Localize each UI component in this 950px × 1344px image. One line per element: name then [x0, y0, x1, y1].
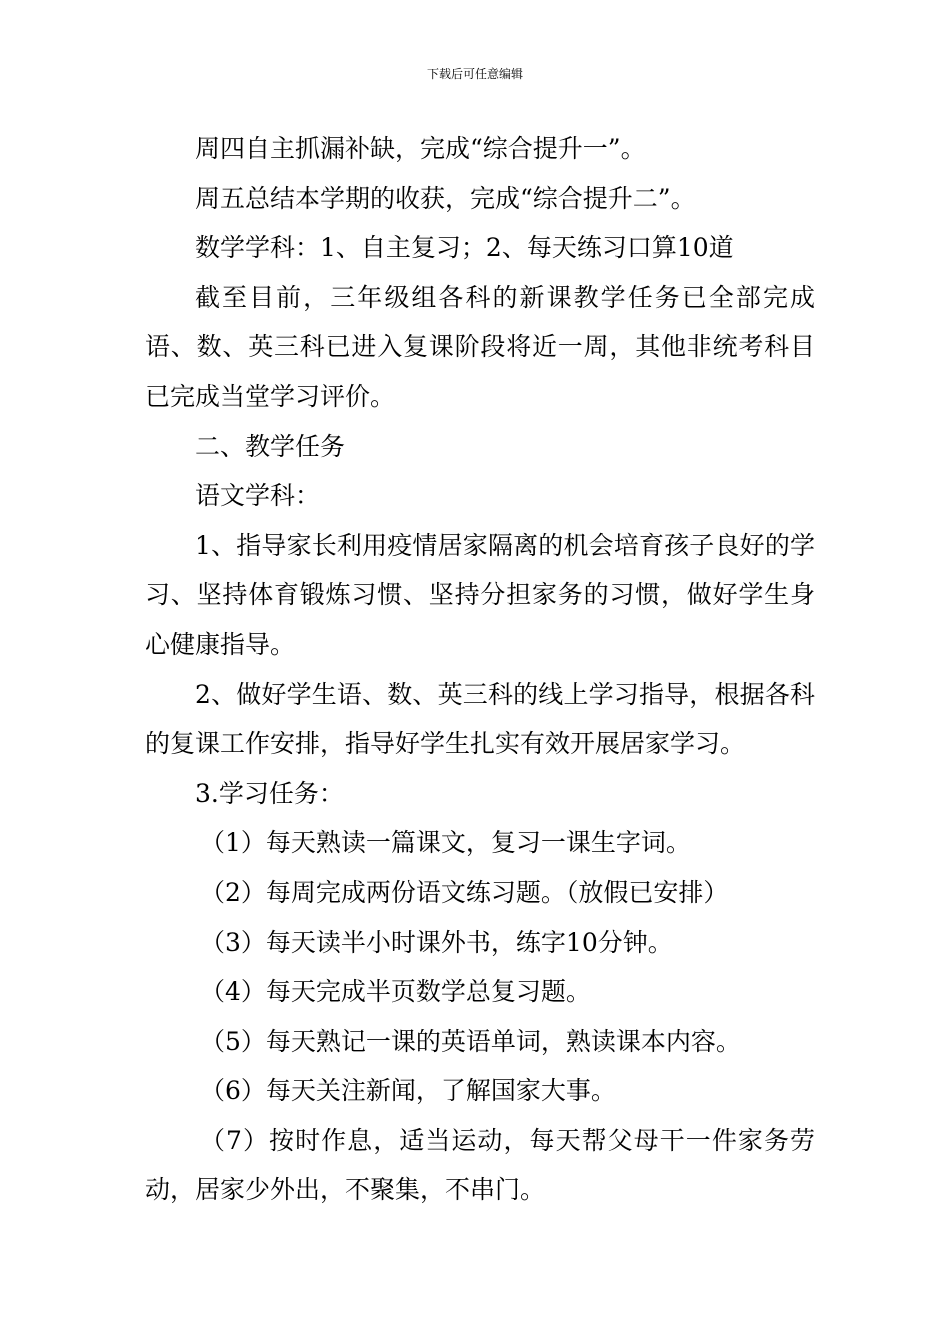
- paragraph-thursday-plan: 周四自主抓漏补缺，完成“综合提升一”。: [195, 134, 646, 163]
- paragraph-task-1: 1、指导家长利用疫情居家隔离的机会培育孩子良好的学习、坚持体育锻炼习惯、坚持分担家务的习惯，做好学生身心健康指导。: [145, 530, 815, 659]
- list-item-3: （3）每天读半小时课外书，练字10分钟。: [200, 927, 673, 957]
- list-item-1: （1）每天熟读一篇课文，复习一课生字词。: [200, 828, 691, 858]
- paragraph-math-subject: 数学学科：1、自主复习；2、每天练习口算10道: [195, 233, 734, 263]
- list-item-7: （7）按时作息，适当运动，每天帮父母干一件家务劳动，居家少外出，不聚集，不串门。: [145, 1125, 815, 1205]
- paragraph-progress-summary: 截至目前，三年级组各科的新课教学任务已全部完成语、数、英三科已进入复课阶段将近一周，其他非统考科目已完成当堂学习评价。: [145, 282, 815, 411]
- page-header: 下载后可任意编辑: [426, 67, 523, 81]
- list-item-2: （2）每周完成两份语文练习题。（放假已安排）: [200, 877, 729, 907]
- list-item-5: （5）每天熟记一课的英语单词，熟读课本内容。: [200, 1026, 741, 1056]
- paragraph-chinese-subject: 语文学科：: [195, 481, 321, 511]
- paragraph-task-2: 2、做好学生语、数、英三科的线上学习指导，根据各科的复课工作安排，指导好学生扎实有效开展居家学习。: [145, 679, 815, 759]
- document-body: [145, 124, 815, 1215]
- paragraph-friday-plan: 周五总结本学期的收获，完成“综合提升二”。: [195, 183, 696, 213]
- list-item-4: （4）每天完成半页数学总复习题。: [200, 977, 591, 1007]
- list-item-6: （6）每天关注新闻，了解国家大事。: [200, 1076, 616, 1106]
- section-heading-teaching-tasks: 二、教学任务: [195, 431, 346, 461]
- paragraph-learning-tasks-heading: 3.学习任务：: [195, 778, 344, 808]
